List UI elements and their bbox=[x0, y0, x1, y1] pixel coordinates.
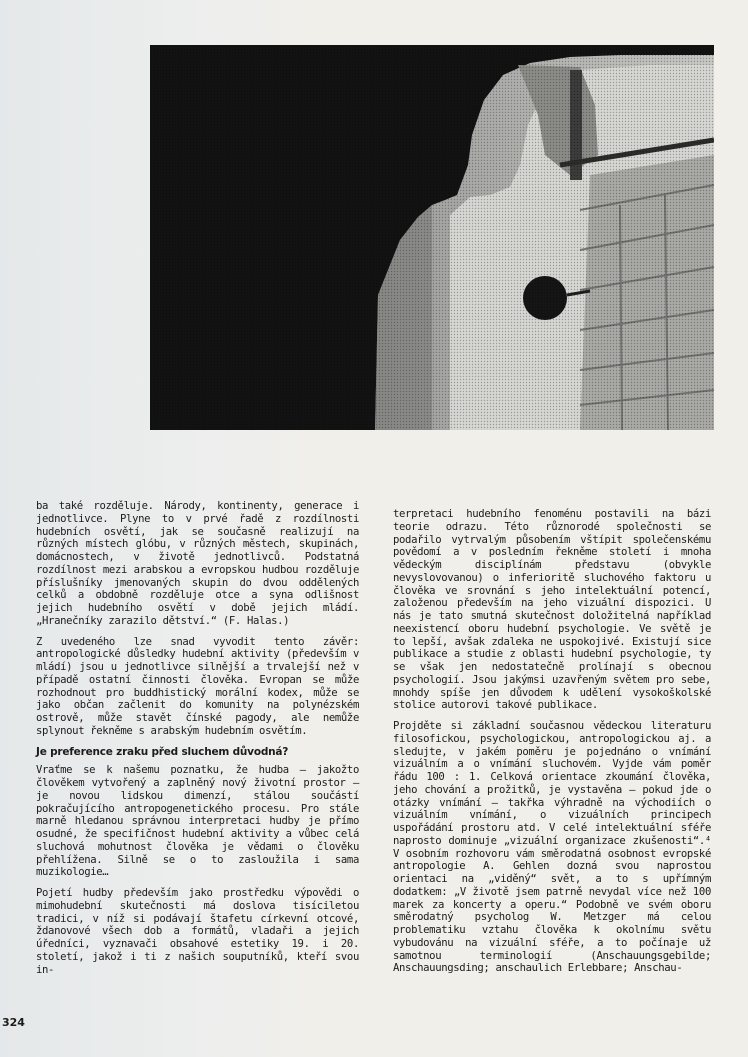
right-paragraph-1: terpretaci hudebního fenoménu postavili na bázi teorie odrazu. Této různorodé společnosti se podařilo vytrvalým působením vštípit společenskému povědomí a v posledním řekněme století i mnoha vědeckým disciplínám představu (obvykle nevyslovovanou) o inferioritě sluchového faktoru u člověka ve srovnání s jeho intelektuální potencí, založenou především na jeho vizuální dispozici. U nás je tato smutná skutečnost doložitelná například neexistencí oboru hudební psychologie. Ve světě je to lepší, avšak zdaleka ne uspokojivé. Existují sice publikace a studie z oblasti hudební psychologie, ty se však jen nedostatečně prolínají s obecnou psychologií. Jsou jakýmsi uzavřeným světem pro sebe, mnohdy spíše jen důvodem k udělení vysokoškolské stolice autorovi takové publikace. bbox=[393, 508, 711, 712]
section-heading: Je preference zraku před sluchem důvodná? bbox=[36, 745, 289, 758]
left-paragraph-1: ba také rozděluje. Národy, kontinenty, generace i jednotlivce. Plyne to v prvé řadě z rozdílnosti hudebních osvětí, jak se současně realizují na různých místech glóbu, v různých městech, skupinách, domácnostech, v životě jednotlivců. Podstatná rozdílnost mezi arabskou a evropskou hudbou rozděluje příslušníky jmenovaných skupin do dvou oddělených celků a obdobně rozděluje otce a syna odlišnost jejich hudebního osvětí v době jejich mládí. „Hranečníky zarazilo dětství.“ (F. Halas.) bbox=[36, 500, 359, 627]
left-text-column bbox=[36, 500, 359, 984]
page-number: 324 bbox=[2, 1016, 25, 1029]
arch-doorway-photo-icon bbox=[150, 45, 714, 430]
right-paragraph-2: Projděte si základní současnou vědeckou literaturu filosofickou, psychologickou, antropologickou aj. a sledujte, v jakém poměru je pojednáno o vnímání vizuálním a o vnímání sluchovém. Vyjde vám poměr řádu 100 : 1. Celková orientace zkoumání člověka, jeho chování a prožitků, je vystavěna — pokud jde o otázky vnímání — takřka výhradně na východiích o vizuálním vnímání, o vizuálních principech uspořádání prostoru atd. V celé intelektuální sféře naprosto dominuje „vizuální organizace zkušenosti“.⁴ V osobním rozhovoru vám směrodatná osobnost evropské antropologie A. Gehlen dozná svou naprostou orientaci na „viděný“ svět, a to s upřímným dodatkem: „V životě jsem patrně nevydal více než 100 marek za koncerty a operu.“ Podobně ve svém oboru směrodatný psycholog W. Metzger má celou problematiku vztahu člověka k okolnímu světu vybudovánu na vizuální sféře, a to počínaje už samotnou terminologií (Anschauungsgebilde; Anschauungsding; anschaulich Erlebbare; Anschau- bbox=[393, 720, 711, 975]
left-paragraph-3: Vraťme se k našemu poznatku, že hudba — jakožto člověkem vytvořený a zaplněný nový životní prostor — je novou lidskou dimenzí, stálou součástí pokračujícího antropogenetického procesu. Pro stále marně hledanou správnou interpretaci hudby je přímo osudné, že specifičnost hudební aktivity a vůbec celá sluchová mohutnost člověka je vědami o člověku přehlížena. Silně se o to zasloužila i sama muzikologie… bbox=[36, 764, 359, 879]
left-paragraph-2: Z uvedeného lze snad vyvodit tento závěr: antropologické důsledky hudební aktivity (především v mládí) jsou u jednotlivce silnější a trvalejší než v případě ostatní činnosti člověka. Evropan se může rozhodnout pro buddhistický morální kodex, může se jako občan začlenit do komunity na polynézském ostrově, může stavět čínské pagody, ale nemůže splynout řekněme s arabským hudebním osvětím. bbox=[36, 635, 359, 737]
archway-photo bbox=[150, 45, 714, 430]
right-text-column bbox=[393, 508, 711, 983]
left-paragraph-4: Pojetí hudby především jako prostředku výpovědi o mimohudební skutečnosti má doslova tisíciletou tradici, v níž si podávají štafetu církevní otcové, ždanovové všech dob a formátů, vladaři a jejich úředníci, vyznavači obsahové estetiky 19. i 20. století, jakož i ti z našich souputníků, kteří svou in- bbox=[36, 887, 359, 976]
